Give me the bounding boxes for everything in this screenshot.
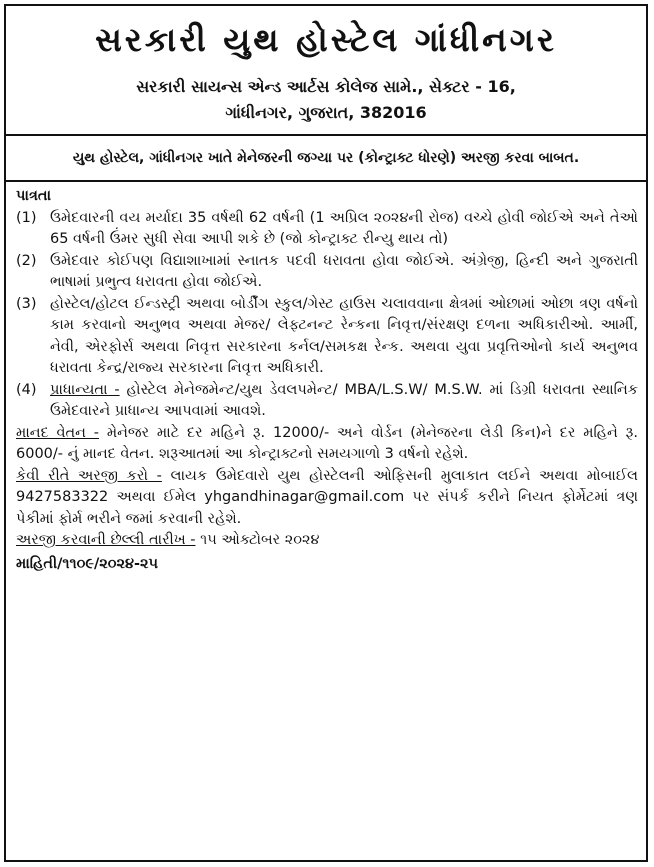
reference-number: માહિતી/૧૧૦૯/૨૦૨૪-૨૫ <box>16 555 159 572</box>
item-text-wrap <box>50 380 638 423</box>
how-to-apply-paragraph <box>16 466 638 531</box>
item-number: (4) <box>16 381 37 398</box>
subject-line: યુથ હોસ્ટેલ, ગાંધીનગર ખાતે મેનેજરની જગ્યા પર (કોન્ટ્રાક્ટ ધોરણે) અરજી કરવા બાબત. <box>6 136 646 182</box>
salary-paragraph <box>16 423 638 466</box>
item-text: હોસ્ટેલ/હોટલ ઈન્ડસ્ટ્રી અથવા બોર્ડીંગ સ્કુલ/ગેસ્ટ હાઉસ ચલાવવાના ક્ષેત્રમાં ઓછામાં ઓછા ત્રણ વર્ષનો કામ કરવાનો અનુભવ અથવા મેજર/ લેફ્ટનન્ટ રેન્કના નિવૃત્ત/સંરક્ષણ દળના અધિકારીઓ. આર્મી, નેવી, એરફોર્સ અથવા નિવૃત્ત સરકારના કર્નલ/સમકક્ષ રેન્ક. અથવા યુવા પ્રવૃત્તિઓનો કાર્ય અનુભવ ધરાવતા કેન્દ્ર/રાજ્ય સરકારના નિવૃત્ત અધિકારી. <box>50 295 638 376</box>
page-title: સરકારી યુથ હોસ્ટેલ ગાંધીનગર <box>95 20 557 59</box>
eligibility-heading: પાત્રતા <box>16 188 52 204</box>
deadline-text: ૧૫ ઓક્ટોબર ૨૦૨૪ <box>195 532 320 548</box>
preference-text: હોસ્ટેલ મેનેજમેન્ટ/યુથ ડેવલપમેન્ટ/ MBA/L.S.W/ M.S.W. માં ડિગ્રી ધરાવતા સ્થાનિક ઉમેદવારને પ્રાધાન્ય આપવામાં આવશે. <box>50 381 638 419</box>
item-number: (2) <box>16 252 37 269</box>
how-to-apply-text: લાયક ઉમેદવારો યુથ હોસ્ટેલની ઓફિસની મુલાકાત લઈને અથવા મોબાઈલ 9427583322 અથવા ઈમેલ yhgandhinagar@gmail.com પર સંપર્ક કરીને નિયત ફોર્મેટમાં ત્રણ પેકીમાં ફોર્મ ભરીને જમાં કરવાની રહેશે. <box>16 467 638 527</box>
header <box>6 6 646 136</box>
item-number: (3) <box>16 295 37 312</box>
item-text: ઉમેદવાર કોઈપણ વિદ્યાશાખામાં સ્નાતક પદવી ધરાવતા હોવા જોઈએ. અંગ્રેજી, હિન્દી અને ગુજરાતી ભાષામાં પ્રભુત્વ ધરાવતા હોવા જોઈએ. <box>50 252 638 290</box>
eligibility-item <box>16 294 638 380</box>
deadline-label: અરજી કરવાની છેલ્લી તારીખ - <box>16 532 196 548</box>
notice-frame <box>4 4 648 862</box>
address-line-1: સરકારી સાયન્સ એન્ડ આર્ટસ કોલેજ સામે., સેક્ટર - 16, <box>136 77 516 96</box>
salary-text: મેનેજર માટે દર મહિને રૂ. 12000/- અને વોર્ડન (મેનેજરના લેડી કિન)ને દર મહિને રૂ. 6000/- નું માનદ વેતન. શરૂઆતમાં આ કોન્ટ્રાક્ટનો સમયગાળો 3 વર્ષનો રહેશે. <box>16 424 638 462</box>
salary-label: માનદ વેતન - <box>16 424 100 441</box>
eligibility-item <box>16 380 638 423</box>
eligibility-item <box>16 208 638 251</box>
address-line-2: ગાંધીનગર, ગુજરાત, 382016 <box>225 103 427 122</box>
eligibility-item <box>16 251 638 294</box>
preference-label: પ્રાધાન્યતા - <box>50 381 120 398</box>
item-number: (1) <box>16 209 37 226</box>
how-to-apply-label: કેવી રીતે અરજી કરો - <box>16 467 162 484</box>
notice-body <box>6 182 646 575</box>
item-text: ઉમેદવારની વય મર્યાદા 35 વર્ષથી 62 વર્ષની (1 અપ્રિલ ૨૦૨૪ની રોજ) વચ્ચે હોવી જોઈએ અને તેઓ 65 વર્ષની ઉંમર સુધી સેવા આપી શકે છે (જો કોન્ટ્રાક્ટ રીન્યુ થાય તો) <box>50 209 638 247</box>
deadline-paragraph <box>16 530 638 552</box>
